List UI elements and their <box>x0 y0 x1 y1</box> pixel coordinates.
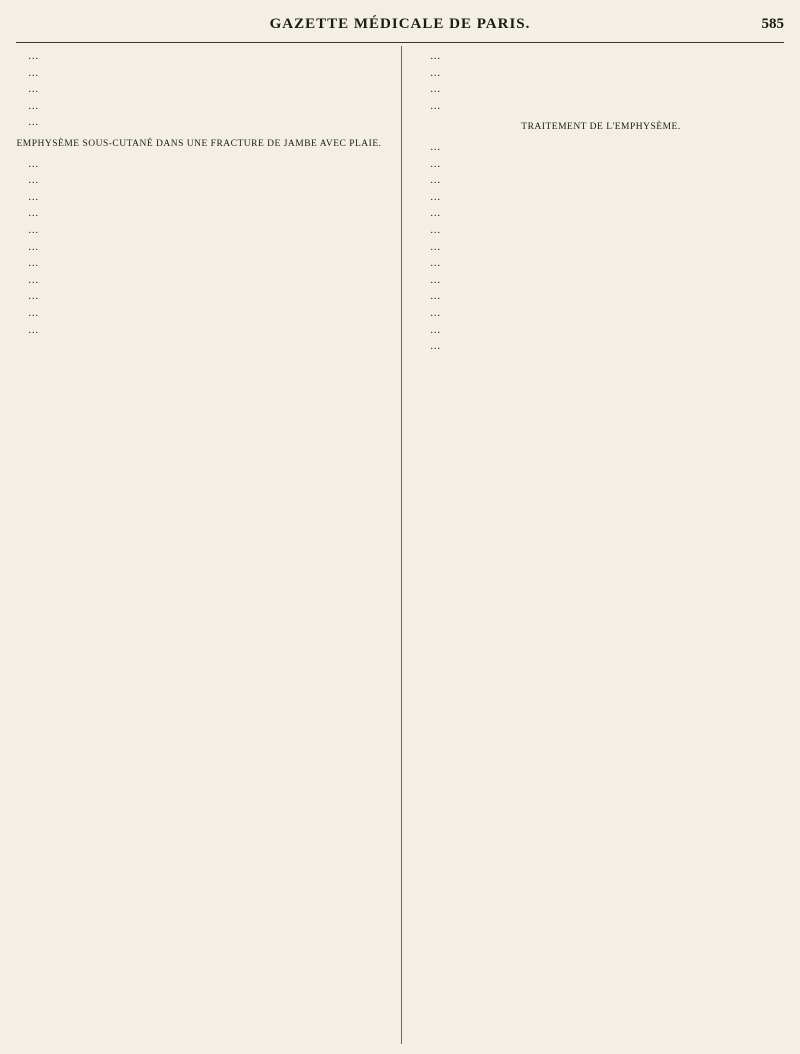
paragraph: … <box>430 324 441 336</box>
paragraph: … <box>430 208 441 220</box>
paragraph: … <box>28 117 39 129</box>
paragraph: … <box>430 258 441 270</box>
paragraph: … <box>28 158 39 170</box>
paragraph: … <box>430 67 441 79</box>
paragraph: … <box>28 67 39 79</box>
paragraph: … <box>28 191 39 203</box>
paragraph: … <box>430 84 441 96</box>
paragraph: … <box>430 224 441 236</box>
paragraph: … <box>430 307 441 319</box>
right-treatment-block <box>418 141 784 354</box>
paragraph: … <box>28 274 39 286</box>
paragraph: … <box>28 51 39 62</box>
paragraph: … <box>430 141 441 153</box>
paragraph: … <box>28 84 39 96</box>
paragraph: … <box>28 324 39 336</box>
paragraph: … <box>28 224 39 236</box>
paragraph: … <box>28 175 39 187</box>
paragraph: … <box>28 241 39 253</box>
left-intro-block <box>16 50 382 130</box>
paragraph: … <box>28 291 39 303</box>
paragraph: … <box>28 258 39 270</box>
right-case-block <box>418 50 784 113</box>
paragraph: … <box>430 51 441 62</box>
right-column <box>418 50 784 1044</box>
journal-title: GAZETTE MÉDICALE DE PARIS. <box>269 16 531 32</box>
paragraph: … <box>430 274 441 286</box>
paragraph: … <box>430 291 441 303</box>
paragraph: … <box>430 100 441 112</box>
paragraph: … <box>28 100 39 112</box>
paragraph: … <box>430 241 441 253</box>
section-heading: TRAITEMENT DE L'EMPHYSÈME. <box>521 122 681 133</box>
paragraph: … <box>28 307 39 319</box>
paragraph: … <box>430 175 441 187</box>
paragraph: … <box>430 191 441 203</box>
left-column <box>16 50 382 1044</box>
left-case-block <box>16 158 382 338</box>
paragraph: … <box>28 208 39 220</box>
page-number: 585 <box>761 16 784 32</box>
section-heading: EMPHYSÈME SOUS-CUTANÉ DANS UNE FRACTURE DE JAMBE AVEC PLAIE. <box>16 138 382 149</box>
paragraph: … <box>430 341 441 353</box>
paragraph: … <box>430 158 441 170</box>
page-header <box>16 8 784 43</box>
column-rule <box>401 46 402 1044</box>
